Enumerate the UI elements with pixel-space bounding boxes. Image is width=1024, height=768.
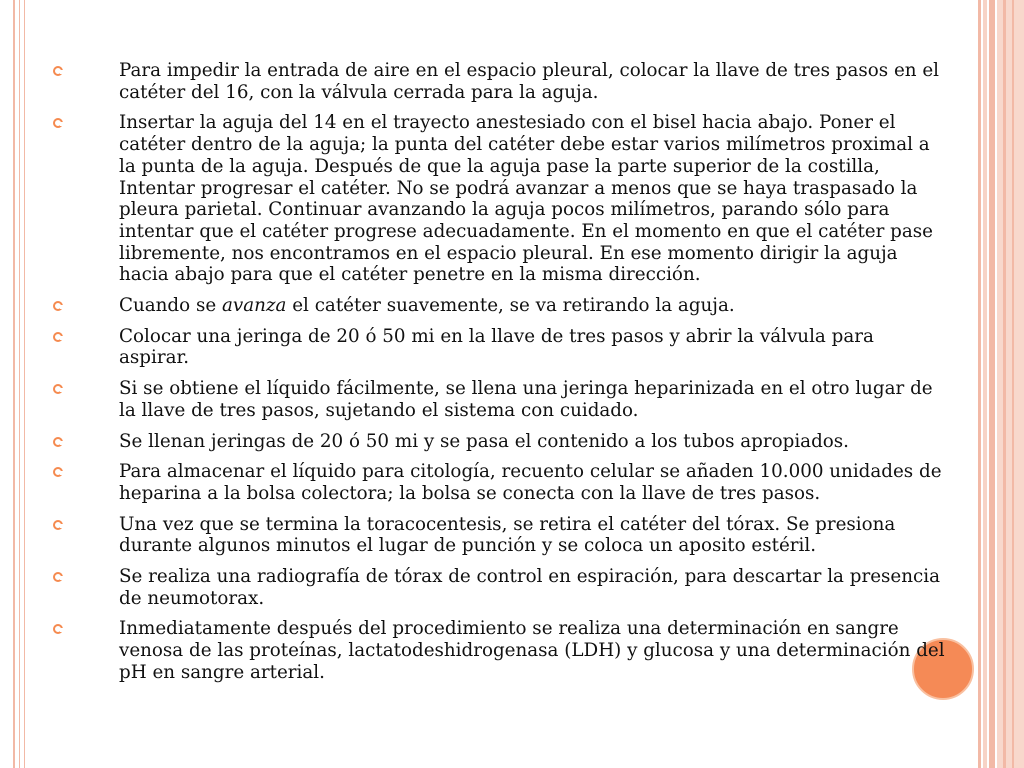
bullet-icon (53, 467, 63, 477)
right-border-stripe-1 (978, 0, 981, 768)
list-item-text: Si se obtiene el líquido fácilmente, se llena una jeringa heparinizada en el otro lugar de la llave de tres pasos, sujetando el sistema con cuidado. (119, 378, 933, 421)
list-item (48, 431, 948, 453)
list-item-text-before: Cuando se (119, 295, 222, 317)
list-item (48, 326, 948, 369)
list-item-text: Una vez que se termina la toracocentesis, se retira el catéter del tórax. Se presiona durante algunos minutos el lugar de punción y se coloca un aposito estéril. (119, 513, 896, 557)
right-border-stripe-6 (1012, 0, 1014, 768)
left-border-line-2 (19, 0, 20, 768)
bullet-icon (53, 520, 63, 530)
list-item (48, 566, 948, 609)
list-item (48, 461, 948, 504)
left-border-line-3 (24, 0, 25, 768)
bullet-icon (53, 572, 63, 582)
bullet-icon (53, 332, 63, 342)
bullet-icon (53, 66, 63, 76)
list-item-text: Se realiza una radiografía de tórax de control en espiración, para descartar la presencia de neumotorax. (119, 566, 940, 609)
bullet-list (48, 60, 948, 693)
list-item (48, 378, 948, 421)
list-item-text: Para almacenar el líquido para citología, recuento celular se añaden 10.000 unidades de heparina a la bolsa colectora; la bolsa se conecta con la llave de tres pasos. (119, 461, 942, 504)
bullet-icon (53, 118, 63, 128)
list-item (48, 618, 948, 683)
list-item-text: Colocar una jeringa de 20 ó 50 mi en la llave de tres pasos y abrir la válvula para aspirar. (119, 325, 874, 369)
list-item-text: Insertar la aguja del 14 en el trayecto anestesiado con el bisel hacia abajo. Poner el catéter dentro de la aguja; la punta del catéter debe estar varios milímetros proximal a la punta de la aguja. Después de que la aguja pase la parte superior de la costilla, Intentar progresar el catéter. No se podrá avanzar a menos que se haya traspasado la pleura parietal. Continuar avanzando la aguja pocos milímetros, parando sólo para intentar que el catéter progrese adecuadamente. En el momento en que el catéter pase libremente, nos encontramos en el espacio pleural. En ese momento dirigir la aguja hacia abajo para que el catéter penetre en la misma dirección. (119, 112, 933, 286)
list-item (48, 60, 948, 103)
right-border-stripe-3 (989, 0, 995, 768)
left-border-line-1 (13, 0, 15, 768)
bullet-icon (53, 624, 63, 634)
bullet-icon (53, 384, 63, 394)
list-item-text (119, 295, 735, 316)
bullet-icon (53, 437, 63, 447)
right-border-stripe-2 (983, 0, 987, 768)
list-item (48, 514, 948, 557)
list-item-text: Inmediatamente después del procedimiento se realiza una determinación en sangre venosa de las proteínas, lactatodeshidrogenasa (LDH) y glucosa y una determinación del pH en sangre arterial. (119, 618, 945, 683)
right-border-stripe-5 (1003, 0, 1006, 768)
list-item-text: Se llenan jeringas de 20 ó 50 mi y se pasa el contenido a los tubos apropiados. (119, 430, 849, 452)
list-item (48, 112, 948, 286)
right-border-stripe-4 (997, 0, 1024, 768)
list-item-text: Para impedir la entrada de aire en el espacio pleural, colocar la llave de tres pasos en el catéter del 16, con la válvula cerrada para la aguja. (119, 60, 940, 103)
list-item-text-after: el catéter suavemente, se va retirando la aguja. (286, 295, 735, 317)
bullet-icon (53, 301, 63, 311)
list-item (48, 295, 948, 317)
list-item-text-italic: avanza (221, 295, 287, 317)
